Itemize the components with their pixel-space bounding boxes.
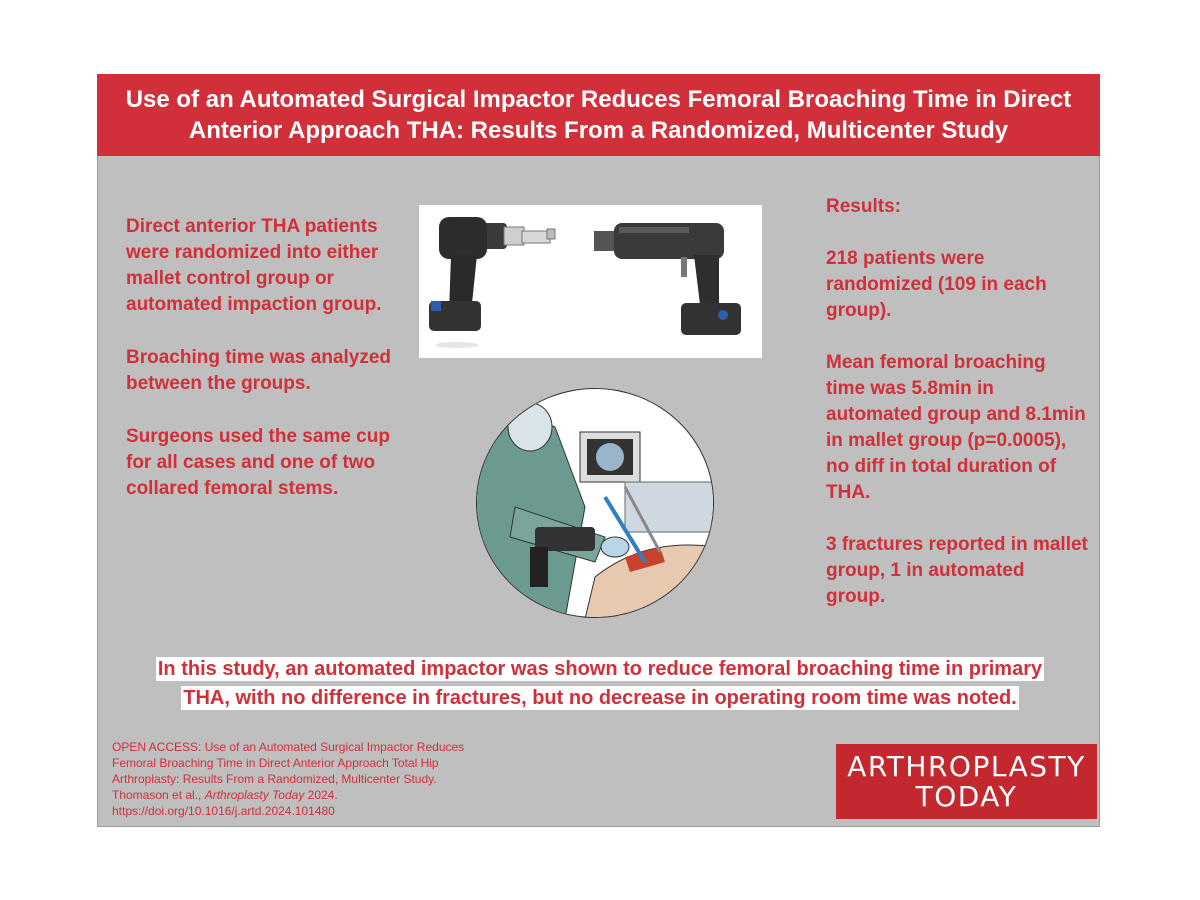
conclusion-statement [120, 655, 1080, 713]
citation [112, 739, 532, 819]
title-banner [97, 74, 1100, 156]
title-line-1: Use of an Automated Surgical Impactor Reduces Femoral Broaching Time in Direct [125, 86, 1072, 113]
citation-doi-link[interactable]: https://doi.org/10.1016/j.artd.2024.101480 [112, 804, 335, 818]
methods-column [126, 214, 411, 529]
logo-line-2: TODAY [915, 779, 1018, 813]
citation-authors: Thomason et al., [112, 788, 205, 802]
methods-item: Broaching time was analyzed between the groups. [126, 347, 392, 394]
citation-line: Arthroplasty: Results From a Randomized, Multicenter Study. [112, 772, 437, 786]
citation-line: OPEN ACCESS: Use of an Automated Surgical Impactor Reduces [112, 740, 465, 754]
logo-line-1: ARTHROPLASTY [847, 749, 1086, 783]
methods-item: Surgeons used the same cup for all cases and one of two collared femoral stems. [126, 426, 390, 499]
results-item: 218 patients were randomized (109 in each group). [826, 248, 1047, 321]
journal-logo [836, 744, 1097, 819]
results-heading: Results: [826, 196, 901, 217]
title-line-2: Anterior Approach THA: Results From a Randomized, Multicenter Study [188, 117, 1009, 144]
citation-line: Femoral Broaching Time in Direct Anterior Approach Total Hip [112, 756, 439, 770]
impactor-device-image [419, 205, 762, 358]
surgeon-illustration [475, 387, 715, 619]
citation-year: 2024. [304, 788, 338, 802]
results-item: 3 fractures reported in mallet group, 1 in automated group. [826, 534, 1088, 607]
results-column [826, 194, 1088, 636]
results-item: Mean femoral broaching time was 5.8min in automated group and 8.1min in mallet group (p=0.0005), no diff in total duration of THA. [826, 352, 1086, 503]
impactor-illustration [419, 205, 762, 358]
conclusion-line-1: In this study, an automated impactor was shown to reduce femoral broaching time in primary [157, 658, 1043, 680]
impactor-left [429, 217, 555, 348]
methods-item: Direct anterior THA patients were randomized into either mallet control group or automated impaction group. [126, 216, 382, 315]
conclusion-line-2: THA, with no difference in fractures, but no decrease in operating room time was noted. [183, 687, 1017, 709]
impactor-right [594, 223, 741, 335]
citation-authors-line [112, 787, 532, 803]
citation-journal: Arthroplasty Today [204, 788, 305, 802]
surgery-scene [475, 387, 715, 619]
